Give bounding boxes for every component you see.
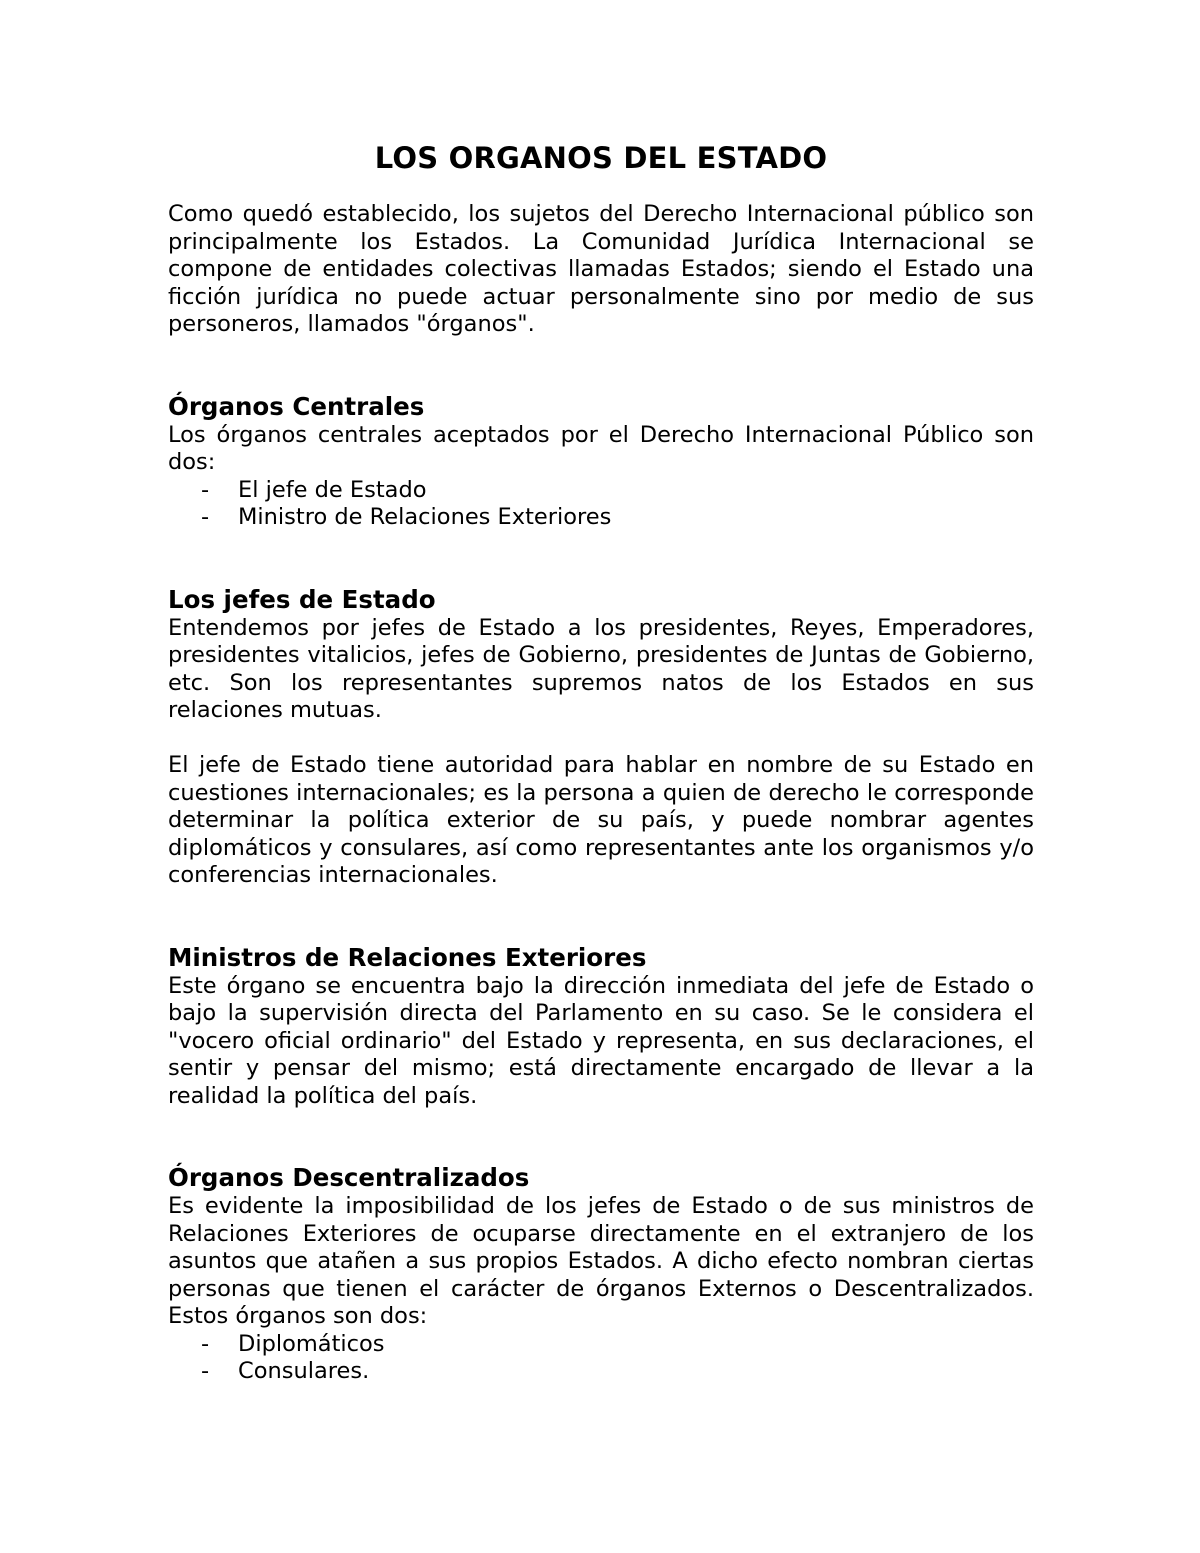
list-item [168, 1358, 1034, 1386]
bullet-dash: - [201, 476, 210, 503]
section-paragraph: El jefe de Estado tiene autoridad para hablar en nombre de su Estado en cuestiones internacionales; es la persona a quien de derecho le corresponde determinar la política exterior de su país, y puede nombrar agentes diplomáticos y consulares, así como representantes ante los organismos y/o conferencias internacionales. [168, 752, 1034, 888]
section-paragraph: Entendemos por jefes de Estado a los presidentes, Reyes, Emperadores, presidentes vitalicios, jefes de Gobierno, presidentes de Juntas de Gobierno, etc. Son los representantes supremos natos de los Estados en sus relaciones mutuas. [168, 614, 1034, 723]
bullet-dash: - [201, 1358, 210, 1384]
list-item-text: Consulares. [238, 1358, 370, 1384]
bullet-dash: - [201, 504, 210, 530]
bullet-dash: - [201, 1330, 210, 1357]
list-item [168, 1331, 1034, 1359]
section-heading: Ministros de Relaciones Exteriores [168, 942, 647, 972]
list-item-text: Diplomáticos [238, 1330, 385, 1357]
section-heading: Los jefes de Estado [168, 584, 436, 614]
bullet-list [168, 1331, 1034, 1386]
section-organos-centrales [168, 392, 1034, 532]
bullet-list [168, 477, 1034, 532]
list-item [168, 504, 1034, 532]
list-item-text: El jefe de Estado [238, 476, 427, 503]
section-heading: Órganos Centrales [168, 391, 425, 421]
section-heading: Órganos Descentralizados [168, 1163, 530, 1192]
section-paragraph: Los órganos centrales aceptados por el Derecho Internacional Público son dos: [168, 421, 1034, 475]
section-organos-descentralizados [168, 1163, 1034, 1386]
intro-paragraph: Como quedó establecido, los sujetos del Derecho Internacional público son principalmente los Estados. La Comunidad Jurídica Internacional se compone de entidades colectivas llamadas Estados; siendo el Estado una ficción jurídica no puede actuar personalmente sino por medio de sus personeros, llamados "órganos". [168, 201, 1034, 337]
list-item-text: Ministro de Relaciones Exteriores [238, 504, 612, 530]
section-paragraph: Es evidente la imposibilidad de los jefes de Estado o de sus ministros de Relaciones Exteriores de ocuparse directamente en el extranjero de los asuntos que atañen a sus propios Estados. A dicho efecto nombran ciertas personas que tienen el carácter de órganos Externos o Descentralizados. Estos órganos son dos: [168, 1193, 1034, 1329]
section-jefes-de-estado [168, 585, 1034, 890]
section-paragraph: Este órgano se encuentra bajo la dirección inmediata del jefe de Estado o bajo la supervisión directa del Parlamento en su caso. Se le considera el "vocero oficial ordinario" del Estado y representa, en sus declaraciones, el sentir y pensar del mismo; está directamente encargado de llevar a la realidad la política del país. [168, 972, 1034, 1109]
document-title: LOS ORGANOS DEL ESTADO [374, 141, 828, 175]
list-item [168, 477, 1034, 505]
section-ministros-relaciones-exteriores [168, 943, 1034, 1111]
document-page [168, 140, 1034, 1386]
